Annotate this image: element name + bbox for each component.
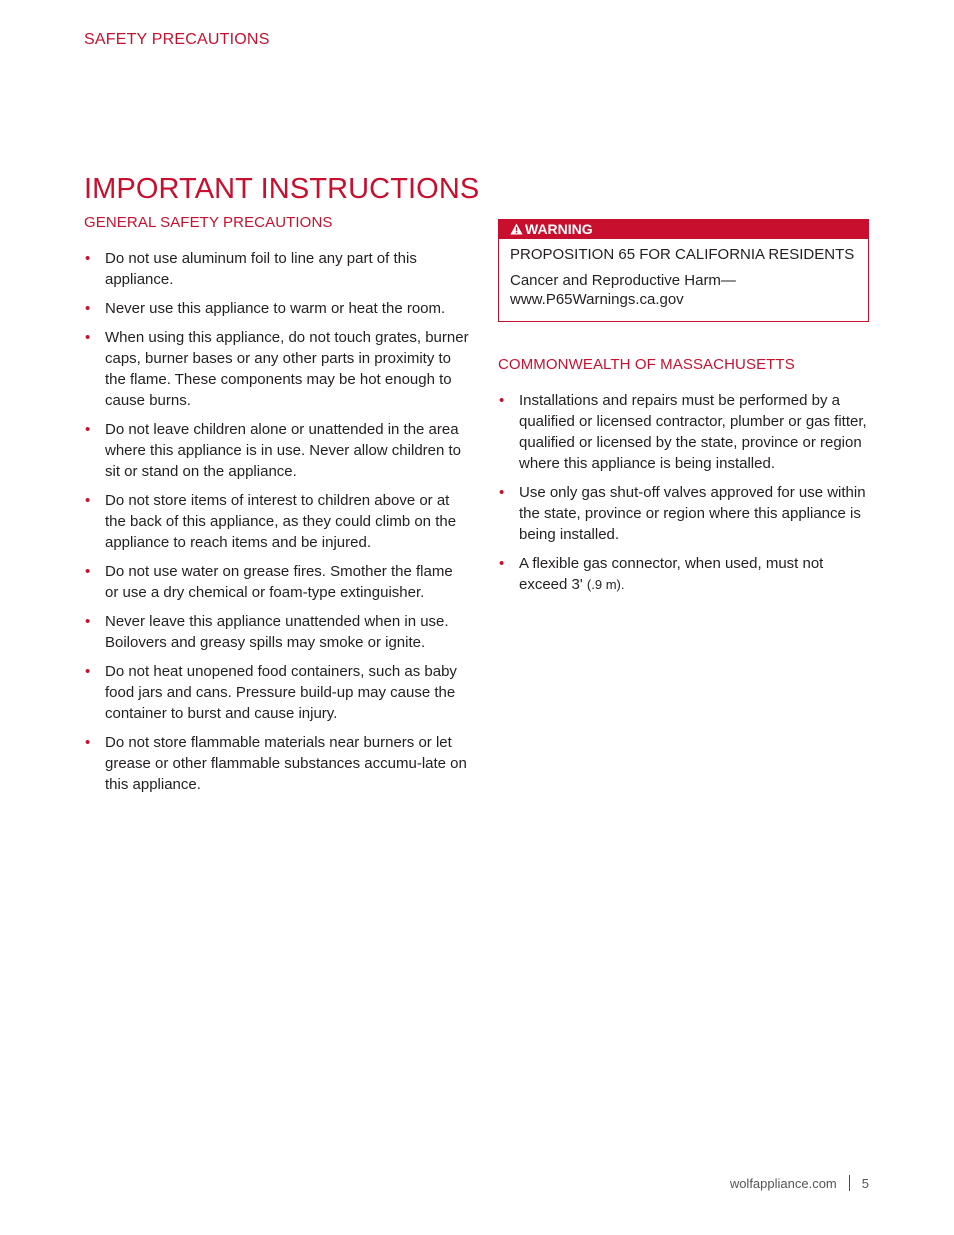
list-item: • When using this appliance, do not touch grates, burner caps, burner bases or any other parts in proximity to the flame. These components may be hot enough to cause burns. (85, 329, 469, 409)
page-footer (730, 1175, 869, 1191)
warning-title: PROPOSITION 65 FOR CALIFORNIA RESIDENTS (510, 246, 855, 263)
bullet-icon: • (499, 555, 505, 572)
list-item: • A flexible gas connector, when used, must not exceed 3' (.9 m). (499, 555, 824, 593)
general-safety-column (84, 214, 469, 803)
page-number: 5 (861, 1175, 869, 1191)
bullet-icon: • (85, 329, 91, 346)
bullet-icon: • (85, 663, 91, 680)
bullet-icon: • (499, 484, 505, 501)
bullet-icon: • (85, 563, 91, 580)
warning-triangle-icon (510, 221, 523, 240)
list-item: • Use only gas shut-off valves approved for use within the state, province or region where this appliance is being installed. (499, 484, 866, 543)
warning-url: www.P65Warnings.ca.gov (510, 291, 684, 308)
warning-box (498, 219, 869, 322)
warning-label: WARNING (525, 221, 593, 237)
list-item: • Do not use water on grease fires. Smother the flame or use a dry chemical or foam-type extinguisher. (85, 563, 453, 601)
list-item: • Do not store flammable materials near burners or let grease or other flammable substances accumu-late on this appliance. (85, 734, 467, 793)
warning-banner (499, 220, 868, 239)
bullet-icon: • (85, 421, 91, 438)
right-column (498, 219, 872, 603)
bullet-icon: • (85, 492, 91, 509)
list-item: • Do not heat unopened food containers, such as baby food jars and cans. Pressure build-up may cause the container to burst and cause injury. (85, 663, 457, 722)
massachusetts-heading: COMMONWEALTH OF MASSACHUSETTS (498, 356, 795, 373)
bullet-icon: • (85, 250, 91, 267)
list-item: • Do not use aluminum foil to line any part of this appliance. (85, 250, 417, 288)
footer-divider (849, 1175, 850, 1191)
bullet-icon: • (499, 392, 505, 409)
warning-body-line: Cancer and Reproductive Harm— (510, 272, 736, 289)
list-item: • Never leave this appliance unattended when in use. Boilovers and greasy spills may smoke or ignite. (85, 613, 449, 651)
list-item: • Do not store items of interest to children above or at the back of this appliance, as they could climb on the appliance to reach items and be injured. (85, 492, 457, 551)
bullet-icon: • (85, 300, 91, 317)
list-item: • Do not leave children alone or unattended in the area where this appliance is in use. Never allow children to sit or stand on the appliance. (85, 421, 462, 480)
general-safety-list (84, 248, 469, 795)
bullet-icon: • (85, 734, 91, 751)
list-item: • Installations and repairs must be performed by a qualified or licensed contractor, plumber or gas fitter, qualified or licensed by the state, province or region where this appliance is being installed. (499, 392, 867, 472)
section-header: SAFETY PRECAUTIONS (84, 31, 270, 48)
warning-body (510, 271, 857, 309)
general-safety-heading: GENERAL SAFETY PRECAUTIONS (84, 214, 333, 231)
list-item: • Never use this appliance to warm or heat the room. (85, 300, 446, 317)
page-title: IMPORTANT INSTRUCTIONS (84, 173, 480, 205)
footer-website: wolfappliance.com (729, 1175, 837, 1191)
massachusetts-list (498, 390, 872, 595)
metric-conversion: (.9 m). (586, 577, 625, 592)
bullet-icon: • (85, 613, 91, 630)
